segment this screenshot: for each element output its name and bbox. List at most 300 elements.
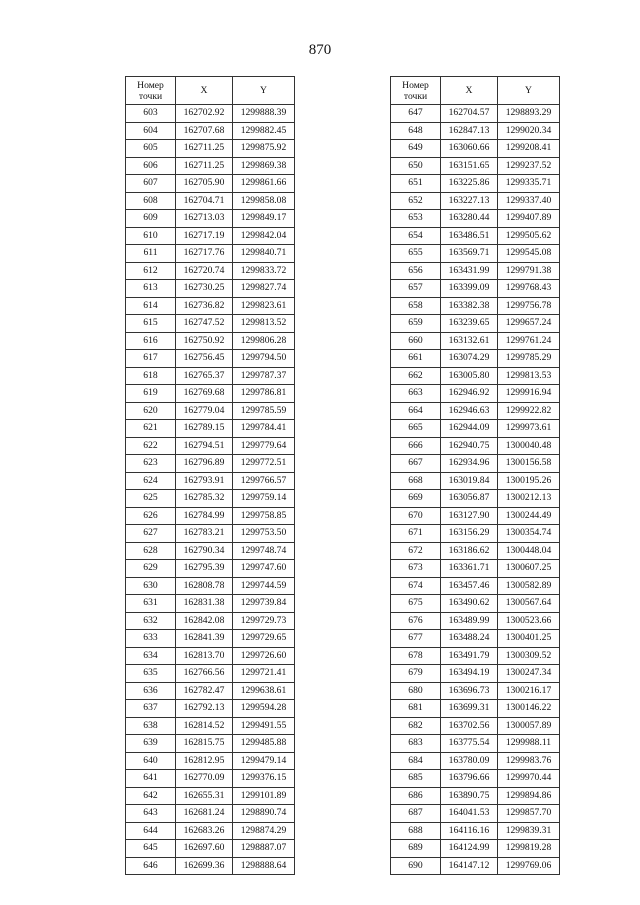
table-row [391, 612, 560, 630]
cell-x: 162796.89 [176, 455, 233, 473]
table-row [126, 350, 295, 368]
cell-x: 163186.62 [441, 542, 498, 560]
cell-point-number: 630 [126, 577, 176, 595]
cell-x: 162808.78 [176, 577, 233, 595]
cell-y: 1299785.59 [233, 402, 295, 420]
cell-y: 1299784.41 [233, 420, 295, 438]
table-row [126, 857, 295, 875]
cell-point-number: 607 [126, 175, 176, 193]
cell-point-number: 610 [126, 227, 176, 245]
cell-point-number: 648 [391, 122, 441, 140]
cell-x: 162847.13 [441, 122, 498, 140]
cell-y: 1299983.76 [498, 752, 560, 770]
cell-x: 162683.26 [176, 822, 233, 840]
table-row [391, 857, 560, 875]
cell-x: 162815.75 [176, 735, 233, 753]
cell-x: 162717.76 [176, 245, 233, 263]
cell-point-number: 686 [391, 787, 441, 805]
cell-y: 1299726.60 [233, 647, 295, 665]
cell-x: 162697.60 [176, 840, 233, 858]
cell-y: 1299491.55 [233, 717, 295, 735]
cell-point-number: 628 [126, 542, 176, 560]
cell-x: 162790.34 [176, 542, 233, 560]
cell-y: 1299407.89 [498, 210, 560, 228]
cell-y: 1299785.29 [498, 350, 560, 368]
cell-x: 164041.53 [441, 805, 498, 823]
cell-y: 1299970.44 [498, 770, 560, 788]
cell-y: 1300040.48 [498, 437, 560, 455]
cell-point-number: 681 [391, 700, 441, 718]
cell-x: 162704.57 [441, 105, 498, 123]
cell-x: 163486.51 [441, 227, 498, 245]
table-row [391, 542, 560, 560]
table-row [391, 105, 560, 123]
cell-point-number: 634 [126, 647, 176, 665]
table-row [126, 437, 295, 455]
table-row [126, 472, 295, 490]
cell-x: 163699.31 [441, 700, 498, 718]
cell-point-number: 671 [391, 525, 441, 543]
cell-x: 163775.54 [441, 735, 498, 753]
table-row [391, 192, 560, 210]
table-row [391, 140, 560, 158]
cell-point-number: 629 [126, 560, 176, 578]
cell-point-number: 645 [126, 840, 176, 858]
cell-y: 1299791.38 [498, 262, 560, 280]
table-row [391, 455, 560, 473]
header-y: Y [498, 77, 560, 105]
cell-y: 1300244.49 [498, 507, 560, 525]
cell-x: 163890.75 [441, 787, 498, 805]
table-row [126, 245, 295, 263]
header-x: X [176, 77, 233, 105]
table-row [391, 770, 560, 788]
cell-x: 162779.04 [176, 402, 233, 420]
cell-x: 163399.09 [441, 280, 498, 298]
cell-point-number: 655 [391, 245, 441, 263]
cell-point-number: 688 [391, 822, 441, 840]
cell-point-number: 618 [126, 367, 176, 385]
cell-x: 163490.62 [441, 595, 498, 613]
table-row [126, 280, 295, 298]
cell-x: 162794.51 [176, 437, 233, 455]
cell-point-number: 685 [391, 770, 441, 788]
cell-x: 162681.24 [176, 805, 233, 823]
table-row [391, 122, 560, 140]
cell-x: 162765.37 [176, 367, 233, 385]
cell-y: 1299888.39 [233, 105, 295, 123]
cell-point-number: 622 [126, 437, 176, 455]
cell-y: 1300216.17 [498, 682, 560, 700]
cell-point-number: 662 [391, 367, 441, 385]
cell-y: 1299839.31 [498, 822, 560, 840]
cell-x: 163796.66 [441, 770, 498, 788]
cell-y: 1299779.64 [233, 437, 295, 455]
cell-point-number: 682 [391, 717, 441, 735]
table-row [126, 717, 295, 735]
header-point-number: Номер точки [126, 77, 176, 105]
cell-x: 163361.71 [441, 560, 498, 578]
cell-point-number: 649 [391, 140, 441, 158]
cell-point-number: 658 [391, 297, 441, 315]
cell-point-number: 611 [126, 245, 176, 263]
cell-x: 162934.96 [441, 455, 498, 473]
cell-x: 162812.95 [176, 752, 233, 770]
table-row [391, 472, 560, 490]
cell-x: 163280.44 [441, 210, 498, 228]
table-row [391, 280, 560, 298]
table-row [391, 245, 560, 263]
cell-point-number: 632 [126, 612, 176, 630]
cell-y: 1300212.13 [498, 490, 560, 508]
table-row [126, 770, 295, 788]
cell-point-number: 653 [391, 210, 441, 228]
cell-y: 1299819.28 [498, 840, 560, 858]
cell-point-number: 643 [126, 805, 176, 823]
cell-point-number: 613 [126, 280, 176, 298]
cell-y: 1299721.41 [233, 665, 295, 683]
table-row [391, 367, 560, 385]
table-body-left [126, 105, 295, 875]
table-row [126, 297, 295, 315]
cell-x: 163227.13 [441, 192, 498, 210]
cell-x: 163488.24 [441, 630, 498, 648]
cell-x: 164147.12 [441, 857, 498, 875]
cell-point-number: 625 [126, 490, 176, 508]
table-row [126, 542, 295, 560]
table-row [391, 210, 560, 228]
table-row [391, 647, 560, 665]
cell-x: 162842.08 [176, 612, 233, 630]
cell-point-number: 650 [391, 157, 441, 175]
cell-x: 163005.80 [441, 367, 498, 385]
cell-point-number: 616 [126, 332, 176, 350]
cell-y: 1299335.71 [498, 175, 560, 193]
table-row [391, 175, 560, 193]
cell-y: 1300354.74 [498, 525, 560, 543]
cell-point-number: 675 [391, 595, 441, 613]
header-x: X [441, 77, 498, 105]
cell-x: 162756.45 [176, 350, 233, 368]
cell-y: 1299505.62 [498, 227, 560, 245]
cell-point-number: 608 [126, 192, 176, 210]
table-row [126, 262, 295, 280]
cell-x: 163132.61 [441, 332, 498, 350]
cell-y: 1299748.74 [233, 542, 295, 560]
cell-x: 163151.65 [441, 157, 498, 175]
cell-point-number: 666 [391, 437, 441, 455]
table-row [126, 420, 295, 438]
cell-x: 163156.29 [441, 525, 498, 543]
cell-point-number: 651 [391, 175, 441, 193]
table-row [126, 752, 295, 770]
table-row [126, 525, 295, 543]
cell-y: 1299842.04 [233, 227, 295, 245]
cell-x: 162730.25 [176, 280, 233, 298]
table-row [126, 122, 295, 140]
table-row [391, 507, 560, 525]
table-header-row [391, 77, 560, 105]
cell-point-number: 656 [391, 262, 441, 280]
cell-point-number: 605 [126, 140, 176, 158]
cell-x: 163491.79 [441, 647, 498, 665]
table-row [391, 157, 560, 175]
table-row [391, 822, 560, 840]
cell-y: 1299594.28 [233, 700, 295, 718]
cell-x: 162713.03 [176, 210, 233, 228]
cell-y: 1299973.61 [498, 420, 560, 438]
cell-point-number: 668 [391, 472, 441, 490]
cell-y: 1299769.06 [498, 857, 560, 875]
table-row [126, 682, 295, 700]
table-row [126, 367, 295, 385]
table-row [126, 612, 295, 630]
cell-x: 162785.32 [176, 490, 233, 508]
cell-point-number: 683 [391, 735, 441, 753]
cell-point-number: 684 [391, 752, 441, 770]
table-row [391, 350, 560, 368]
cell-point-number: 633 [126, 630, 176, 648]
cell-y: 1299101.89 [233, 787, 295, 805]
coordinates-table-left [125, 76, 295, 875]
cell-x: 163431.99 [441, 262, 498, 280]
table-row [391, 560, 560, 578]
cell-y: 1298887.07 [233, 840, 295, 858]
cell-point-number: 638 [126, 717, 176, 735]
coordinates-table-right [390, 76, 560, 875]
table-row [391, 227, 560, 245]
cell-x: 162736.82 [176, 297, 233, 315]
header-y: Y [233, 77, 295, 105]
cell-y: 1298874.29 [233, 822, 295, 840]
cell-x: 163127.90 [441, 507, 498, 525]
cell-point-number: 690 [391, 857, 441, 875]
cell-y: 1300146.22 [498, 700, 560, 718]
cell-y: 1299833.72 [233, 262, 295, 280]
table-row [126, 700, 295, 718]
cell-point-number: 644 [126, 822, 176, 840]
table-row [126, 805, 295, 823]
cell-x: 163457.46 [441, 577, 498, 595]
table-row [126, 577, 295, 595]
cell-point-number: 678 [391, 647, 441, 665]
cell-y: 1299479.14 [233, 752, 295, 770]
cell-y: 1300195.26 [498, 472, 560, 490]
cell-point-number: 609 [126, 210, 176, 228]
cell-point-number: 674 [391, 577, 441, 595]
cell-point-number: 637 [126, 700, 176, 718]
table-row [126, 595, 295, 613]
cell-x: 162705.90 [176, 175, 233, 193]
cell-y: 1300582.89 [498, 577, 560, 595]
cell-x: 162720.74 [176, 262, 233, 280]
cell-point-number: 626 [126, 507, 176, 525]
cell-x: 162704.71 [176, 192, 233, 210]
cell-y: 1299638.61 [233, 682, 295, 700]
cell-x: 163569.71 [441, 245, 498, 263]
cell-point-number: 665 [391, 420, 441, 438]
table-row [391, 630, 560, 648]
table-row [126, 507, 295, 525]
cell-x: 163489.99 [441, 612, 498, 630]
table-row [391, 787, 560, 805]
table-row [126, 665, 295, 683]
cell-x: 162946.63 [441, 402, 498, 420]
cell-y: 1299858.08 [233, 192, 295, 210]
cell-x: 162946.92 [441, 385, 498, 403]
table-header-row [126, 77, 295, 105]
cell-y: 1298893.29 [498, 105, 560, 123]
cell-point-number: 619 [126, 385, 176, 403]
table-row [126, 192, 295, 210]
cell-y: 1299376.15 [233, 770, 295, 788]
cell-x: 162702.92 [176, 105, 233, 123]
table-row [126, 647, 295, 665]
table-row [126, 210, 295, 228]
cell-y: 1299823.61 [233, 297, 295, 315]
table-row [391, 490, 560, 508]
cell-x: 162944.09 [441, 420, 498, 438]
cell-x: 163225.86 [441, 175, 498, 193]
cell-x: 162747.52 [176, 315, 233, 333]
cell-x: 162792.13 [176, 700, 233, 718]
cell-x: 163056.87 [441, 490, 498, 508]
cell-y: 1300401.25 [498, 630, 560, 648]
table-row [391, 577, 560, 595]
cell-point-number: 627 [126, 525, 176, 543]
cell-y: 1300607.25 [498, 560, 560, 578]
cell-y: 1298890.74 [233, 805, 295, 823]
table-row [391, 717, 560, 735]
table-row [126, 560, 295, 578]
cell-point-number: 652 [391, 192, 441, 210]
cell-x: 162783.21 [176, 525, 233, 543]
cell-x: 162814.52 [176, 717, 233, 735]
cell-y: 1299787.37 [233, 367, 295, 385]
cell-y: 1299768.43 [498, 280, 560, 298]
cell-point-number: 667 [391, 455, 441, 473]
cell-x: 164124.99 [441, 840, 498, 858]
cell-x: 162711.25 [176, 157, 233, 175]
cell-point-number: 636 [126, 682, 176, 700]
table-row [391, 402, 560, 420]
table-row [126, 315, 295, 333]
cell-point-number: 603 [126, 105, 176, 123]
table-row [391, 297, 560, 315]
cell-point-number: 659 [391, 315, 441, 333]
cell-y: 1299772.51 [233, 455, 295, 473]
cell-y: 1299849.17 [233, 210, 295, 228]
cell-y: 1299729.65 [233, 630, 295, 648]
cell-y: 1300448.04 [498, 542, 560, 560]
cell-y: 1300247.34 [498, 665, 560, 683]
cell-y: 1300309.52 [498, 647, 560, 665]
table-row [391, 700, 560, 718]
cell-point-number: 620 [126, 402, 176, 420]
cell-y: 1299875.92 [233, 140, 295, 158]
cell-point-number: 661 [391, 350, 441, 368]
cell-y: 1299759.14 [233, 490, 295, 508]
table-row [391, 420, 560, 438]
cell-point-number: 623 [126, 455, 176, 473]
cell-point-number: 689 [391, 840, 441, 858]
cell-point-number: 604 [126, 122, 176, 140]
cell-x: 162699.36 [176, 857, 233, 875]
table-row [126, 630, 295, 648]
table-row [391, 385, 560, 403]
cell-point-number: 621 [126, 420, 176, 438]
cell-point-number: 663 [391, 385, 441, 403]
cell-point-number: 677 [391, 630, 441, 648]
cell-x: 162750.92 [176, 332, 233, 350]
cell-point-number: 660 [391, 332, 441, 350]
cell-x: 162770.09 [176, 770, 233, 788]
table-row [391, 595, 560, 613]
cell-point-number: 614 [126, 297, 176, 315]
cell-x: 163074.29 [441, 350, 498, 368]
cell-y: 1299208.41 [498, 140, 560, 158]
cell-y: 1300057.89 [498, 717, 560, 735]
cell-y: 1299813.53 [498, 367, 560, 385]
table-row [126, 385, 295, 403]
table-row [126, 735, 295, 753]
cell-x: 162793.91 [176, 472, 233, 490]
cell-x: 163696.73 [441, 682, 498, 700]
table-row [126, 175, 295, 193]
cell-x: 162940.75 [441, 437, 498, 455]
cell-point-number: 664 [391, 402, 441, 420]
cell-x: 163060.66 [441, 140, 498, 158]
table-body-right [391, 105, 560, 875]
table-row [126, 402, 295, 420]
cell-x: 162655.31 [176, 787, 233, 805]
table-row [391, 315, 560, 333]
cell-x: 163494.19 [441, 665, 498, 683]
cell-y: 1299753.50 [233, 525, 295, 543]
cell-point-number: 687 [391, 805, 441, 823]
cell-y: 1299545.08 [498, 245, 560, 263]
cell-y: 1299747.60 [233, 560, 295, 578]
cell-x: 163780.09 [441, 752, 498, 770]
cell-x: 162766.56 [176, 665, 233, 683]
cell-point-number: 673 [391, 560, 441, 578]
cell-x: 162782.47 [176, 682, 233, 700]
cell-y: 1299922.82 [498, 402, 560, 420]
table-row [391, 262, 560, 280]
cell-y: 1299756.78 [498, 297, 560, 315]
cell-y: 1299766.57 [233, 472, 295, 490]
cell-y: 1299988.11 [498, 735, 560, 753]
table-row [126, 140, 295, 158]
cell-point-number: 641 [126, 770, 176, 788]
cell-x: 162841.39 [176, 630, 233, 648]
table-row [391, 332, 560, 350]
cell-point-number: 642 [126, 787, 176, 805]
cell-point-number: 676 [391, 612, 441, 630]
table-row [126, 490, 295, 508]
cell-x: 162769.68 [176, 385, 233, 403]
cell-point-number: 624 [126, 472, 176, 490]
cell-point-number: 612 [126, 262, 176, 280]
cell-y: 1299729.73 [233, 612, 295, 630]
cell-y: 1299869.38 [233, 157, 295, 175]
cell-x: 162707.68 [176, 122, 233, 140]
table-row [126, 332, 295, 350]
cell-point-number: 670 [391, 507, 441, 525]
cell-y: 1300156.58 [498, 455, 560, 473]
cell-y: 1299761.24 [498, 332, 560, 350]
cell-point-number: 654 [391, 227, 441, 245]
